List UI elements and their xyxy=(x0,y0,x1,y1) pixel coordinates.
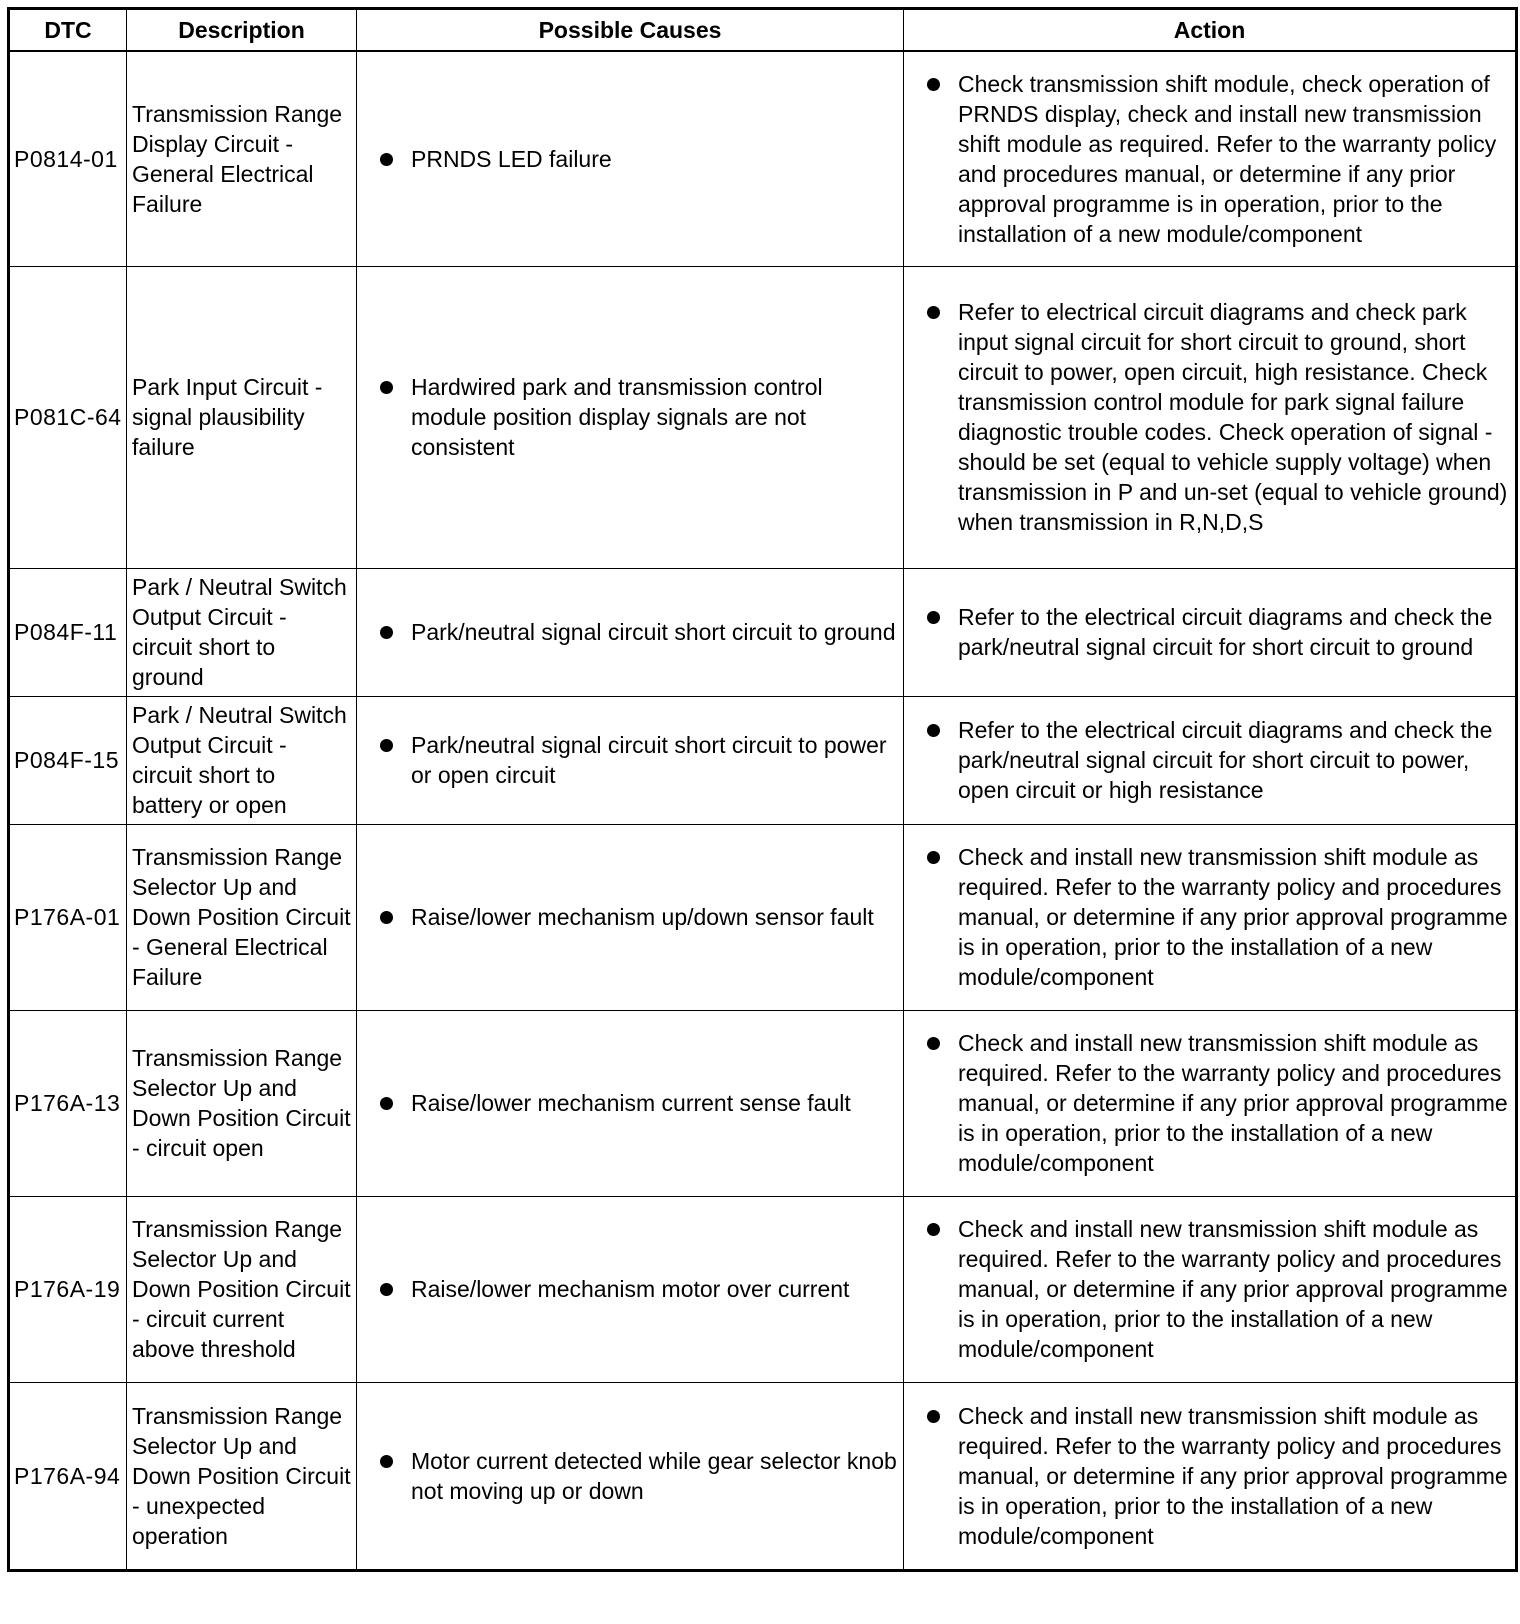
action-text: Check and install new transmission shift module as required. Refer to the warranty policy and procedures manual, or determine if any prior approval programme is in operation, prior to the installation of a new module/component xyxy=(958,844,1508,990)
possible-cause-text: Raise/lower mechanism up/down sensor fault xyxy=(411,904,874,930)
table-header-row xyxy=(9,9,1517,52)
header-possible-causes: Possible Causes xyxy=(357,9,904,52)
header-action: Action xyxy=(904,9,1517,52)
possible-cause xyxy=(357,1196,904,1382)
dtc-code: P084F-11 xyxy=(9,568,127,696)
possible-cause-text: Motor current detected while gear selector knob not moving up or down xyxy=(411,1447,897,1504)
action-text: Refer to electrical circuit diagrams and check park input signal circuit for short circuit to ground, short circuit to power, open circuit, high resistance. Check transmission control module for park signal failure diagnostic trouble codes. Check operation of signal - should be set (equal to vehicle supply voltage) when transmission in P and un-set (equal to vehicle ground) when transmission in R,N,D,S xyxy=(958,299,1508,535)
dtc-description: Park / Neutral Switch Output Circuit - circuit short to ground xyxy=(127,568,357,696)
possible-cause xyxy=(357,568,904,696)
bullet-icon xyxy=(924,1214,958,1244)
action-text: Check transmission shift module, check operation of PRNDS display, check and install new transmission shift module as required. Refer to the warranty policy and procedures manual, or determine if any prior approval programme is in operation, prior to the installation of a new module/component xyxy=(958,70,1497,247)
header-description: Description xyxy=(127,9,357,52)
bullet-icon xyxy=(377,902,411,932)
bullet-icon xyxy=(377,144,411,174)
bullet-icon xyxy=(924,69,958,99)
possible-cause xyxy=(357,696,904,824)
table-row xyxy=(9,266,1517,568)
bullet-icon xyxy=(377,730,411,760)
action-text: Check and install new transmission shift module as required. Refer to the warranty policy and procedures manual, or determine if any prior approval programme is in operation, prior to the installation of a new module/component xyxy=(958,1030,1508,1176)
bullet-icon xyxy=(924,842,958,872)
dtc-code: P176A-19 xyxy=(9,1196,127,1382)
dtc-description: Transmission Range Selector Up and Down Position Circuit - circuit current above threshold xyxy=(127,1196,357,1382)
table-row xyxy=(9,568,1517,696)
dtc-description: Transmission Range Selector Up and Down Position Circuit - circuit open xyxy=(127,1010,357,1196)
action xyxy=(904,1196,1517,1382)
dtc-description: Park Input Circuit - signal plausibility failure xyxy=(127,266,357,568)
bullet-icon xyxy=(924,1401,958,1431)
dtc-code: P176A-13 xyxy=(9,1010,127,1196)
dtc-table xyxy=(7,7,1518,1572)
bullet-icon xyxy=(377,1274,411,1304)
possible-cause xyxy=(357,266,904,568)
bullet-icon xyxy=(377,1446,411,1476)
possible-cause-text: Raise/lower mechanism current sense fault xyxy=(411,1090,851,1116)
action xyxy=(904,568,1517,696)
action-text: Refer to the electrical circuit diagrams and check the park/neutral signal circuit for short circuit to power, open circuit or high resistance xyxy=(958,717,1493,803)
bullet-icon xyxy=(924,602,958,632)
dtc-description: Transmission Range Selector Up and Down Position Circuit - unexpected operation xyxy=(127,1382,357,1570)
bullet-icon xyxy=(924,297,958,327)
possible-cause-text: PRNDS LED failure xyxy=(411,145,612,172)
action-text: Refer to the electrical circuit diagrams and check the park/neutral signal circuit for short circuit to ground xyxy=(958,604,1493,660)
dtc-code: P081C-64 xyxy=(9,266,127,568)
possible-cause xyxy=(357,51,904,266)
dtc-code: P176A-94 xyxy=(9,1382,127,1570)
dtc-code: P0814-01 xyxy=(9,51,127,266)
header-dtc: DTC xyxy=(9,9,127,52)
bullet-icon xyxy=(377,617,411,647)
dtc-code: P084F-15 xyxy=(9,696,127,824)
action xyxy=(904,51,1517,266)
table-row xyxy=(9,696,1517,824)
table-row xyxy=(9,51,1517,266)
table-row xyxy=(9,824,1517,1010)
action xyxy=(904,824,1517,1010)
bullet-icon xyxy=(924,1028,958,1058)
action-text: Check and install new transmission shift module as required. Refer to the warranty policy and procedures manual, or determine if any prior approval programme is in operation, prior to the installation of a new module/component xyxy=(958,1216,1508,1362)
action xyxy=(904,1382,1517,1570)
dtc-description: Transmission Range Selector Up and Down Position Circuit - General Electrical Failure xyxy=(127,824,357,1010)
possible-cause xyxy=(357,824,904,1010)
dtc-description: Transmission Range Display Circuit - General Electrical Failure xyxy=(127,51,357,266)
dtc-code: P176A-01 xyxy=(9,824,127,1010)
action xyxy=(904,1010,1517,1196)
possible-cause xyxy=(357,1010,904,1196)
table-row xyxy=(9,1382,1517,1570)
bullet-icon xyxy=(924,715,958,745)
table-row xyxy=(9,1010,1517,1196)
possible-cause-text: Park/neutral signal circuit short circuit to power or open circuit xyxy=(411,732,887,788)
action xyxy=(904,266,1517,568)
possible-cause xyxy=(357,1382,904,1570)
possible-cause-text: Raise/lower mechanism motor over current xyxy=(411,1276,850,1302)
possible-cause-text: Park/neutral signal circuit short circuit to ground xyxy=(411,619,896,645)
bullet-icon xyxy=(377,1088,411,1118)
bullet-icon xyxy=(377,372,411,402)
dtc-description: Park / Neutral Switch Output Circuit - circuit short to battery or open xyxy=(127,696,357,824)
table-row xyxy=(9,1196,1517,1382)
action xyxy=(904,696,1517,824)
possible-cause-text: Hardwired park and transmission control module position display signals are not consistent xyxy=(411,374,823,460)
action-text: Check and install new transmission shift module as required. Refer to the warranty policy and procedures manual, or determine if any prior approval programme is in operation, prior to the installation of a new module/component xyxy=(958,1402,1508,1549)
